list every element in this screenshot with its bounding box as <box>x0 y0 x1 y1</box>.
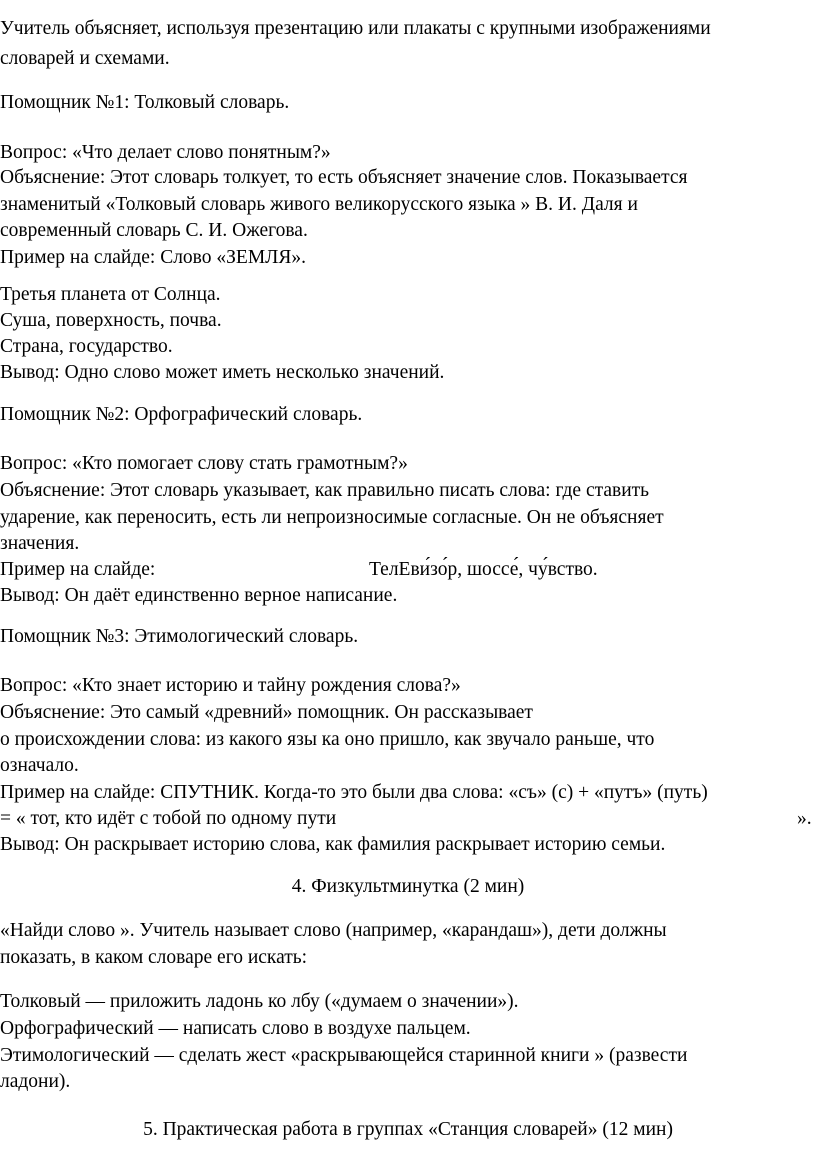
section5-heading: 5. Практическая работа в группах «Станция словарей» (12 мин) <box>143 1119 673 1140</box>
helper2-explanation-1: Объяснение: Этот словарь указывает, как правильно писать слова: где ставить <box>0 480 650 501</box>
helper2-explanation-2: ударение, как переносить, есть ли непроизносимые согласные. Он не объясняет <box>0 507 664 528</box>
helper2-question: Вопрос: «Кто помогает слову стать грамотным?» <box>0 453 408 474</box>
helper2-explanation-3: значения. <box>0 533 80 554</box>
helper3-example-end: ». <box>797 808 812 829</box>
helper1-explanation-3: современный словарь С. И. Ожегова. <box>0 220 308 241</box>
helper3-example-2: = « тот, кто идёт с тобой по одному пути <box>0 808 337 829</box>
helper1-question: Вопрос: «Что делает слово понятным?» <box>0 142 331 163</box>
helper2-example-label: Пример на слайде: <box>0 559 156 580</box>
helper1-meaning-1: Третья планета от Солнца. <box>0 284 221 305</box>
section4-action-2: Орфографический — написать слово в воздухе пальцем. <box>0 1018 471 1039</box>
helper2-conclusion: Вывод: Он даёт единственно верное написание. <box>0 585 398 606</box>
helper1-example: Пример на слайде: Слово «ЗЕМЛЯ». <box>0 247 307 268</box>
helper3-title: Помощник №3: Этимологический словарь. <box>0 626 359 647</box>
helper2-example-line <box>0 557 816 583</box>
section4-intro-2: показать, в каком словаре его искать: <box>0 947 308 968</box>
helper1-explanation-2: знаменитый «Толковый словарь живого великорусского языка » В. И. Даля и <box>0 194 638 215</box>
intro-line-2: словарей и схемами. <box>0 48 170 69</box>
helper3-explanation-2: о происхождении слова: из какого язы ка оно пришло, как звучало раньше, что <box>0 729 655 750</box>
section4-heading: 4. Физкультминутка (2 мин) <box>291 876 525 897</box>
section4-action-4: ладони). <box>0 1071 71 1092</box>
helper1-meaning-3: Страна, государство. <box>0 336 173 357</box>
helper3-explanation-1: Объяснение: Это самый «древний» помощник. Он рассказывает <box>0 702 533 723</box>
helper3-explanation-3: означало. <box>0 755 79 776</box>
section4-action-3: Этимологический — сделать жест «раскрывающейся старинной книги » (развести <box>0 1045 688 1066</box>
section4-intro-1: «Найди слово ». Учитель называет слово (например, «карандаш»), дети должны <box>0 920 667 941</box>
helper3-example-1: Пример на слайде: СПУТНИК. Когда-то это были два слова: «съ» (с) + «путъ» (путь) <box>0 782 708 803</box>
helper3-example-line-2 <box>0 806 816 832</box>
helper3-question: Вопрос: «Кто знает историю и тайну рождения слова?» <box>0 675 461 696</box>
helper2-example-words: ТелЕви́зо́р, шоссе́, чу́вство. <box>369 559 598 580</box>
helper1-conclusion: Вывод: Одно слово может иметь несколько значений. <box>0 362 445 383</box>
intro-line-1: Учитель объясняет, используя презентацию или плакаты с крупными изображениями <box>0 18 711 39</box>
helper1-title: Помощник №1: Толковый словарь. <box>0 92 290 113</box>
section4-action-1: Толковый — приложить ладонь ко лбу («думаем о значении»). <box>0 991 519 1012</box>
helper2-title: Помощник №2: Орфографический словарь. <box>0 404 363 425</box>
helper1-meaning-2: Суша, поверхность, почва. <box>0 310 222 331</box>
helper3-conclusion: Вывод: Он раскрывает историю слова, как фамилия раскрывает историю семьи. <box>0 834 666 855</box>
helper1-explanation-1: Объяснение: Этот словарь толкует, то есть объясняет значение слов. Показывается <box>0 167 688 188</box>
